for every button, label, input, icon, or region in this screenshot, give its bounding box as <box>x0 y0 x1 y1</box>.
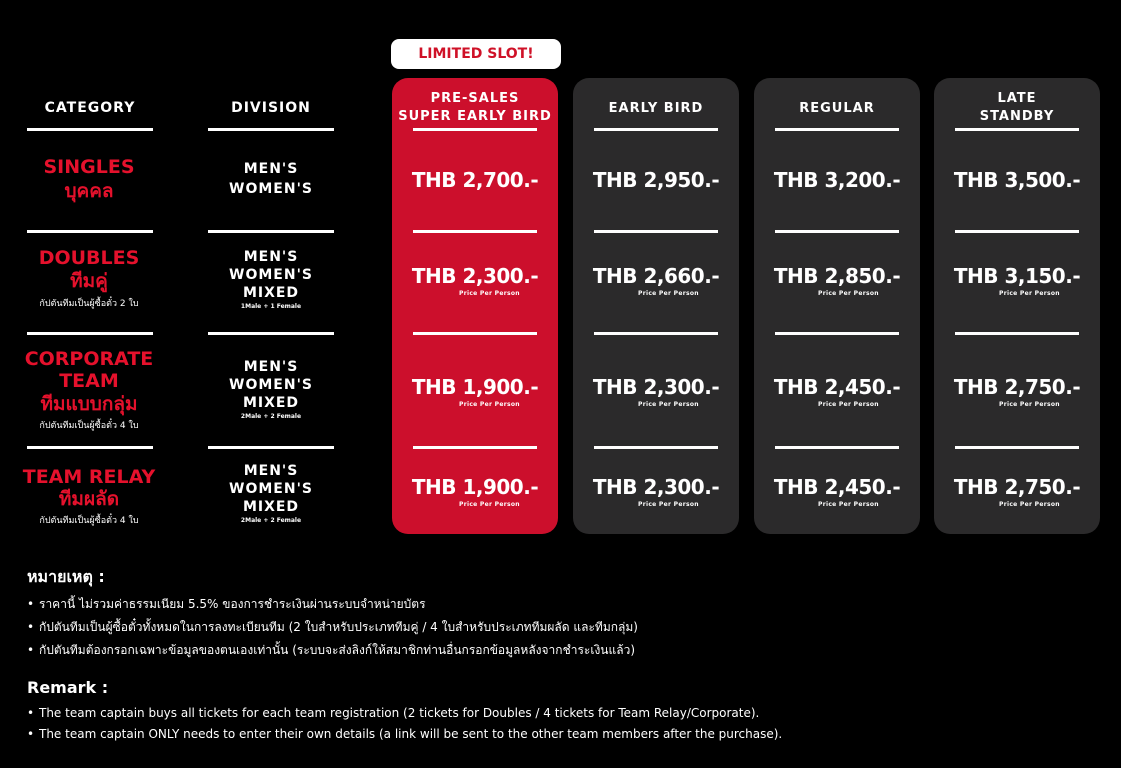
bullet-icon: • <box>27 620 35 634</box>
division-note: 2Male + 2 Female <box>240 413 302 420</box>
divider <box>594 332 718 335</box>
price: THB 3,200.- <box>773 168 901 192</box>
divider <box>775 446 899 449</box>
price: THB 1,900.- <box>411 375 539 399</box>
price: THB 2,450.- <box>773 475 901 499</box>
tier-header-line1: LATE <box>997 91 1037 106</box>
remark-item <box>27 706 759 720</box>
price: THB 3,150.- <box>953 264 1081 288</box>
division-header: DIVISION <box>231 100 311 116</box>
divider <box>955 446 1079 449</box>
bullet-icon: • <box>27 597 35 611</box>
bullet-icon: • <box>27 706 35 720</box>
divider <box>413 230 537 233</box>
thai-note-item <box>27 618 638 637</box>
tier-column-early-bird <box>573 78 739 534</box>
note-text: กัปตันทีมต้องกรอกเฉพาะข้อมูลของตนเองเท่านั้น (ระบบจะส่งลิงก์ให้สมาชิกท่านอื่นกรอกข้อมูลหลังจากชำระเงินแล้ว) <box>39 643 636 657</box>
price-per-person-label: Price Per Person <box>459 401 520 408</box>
category-note: กัปตันทีมเป็นผู้ซื้อตั๋ว 4 ใบ <box>39 516 139 526</box>
price: THB 2,750.- <box>953 375 1081 399</box>
divider <box>955 332 1079 335</box>
note-text: ราคานี้ ไม่รวมค่าธรรมเนียม 5.5% ของการชำระเงินผ่านระบบจำหน่ายบัตร <box>39 597 426 611</box>
category-doubles-th: ทีมคู่ <box>70 270 108 292</box>
division-line: MEN'S <box>243 249 299 265</box>
price-per-person-label: Price Per Person <box>818 501 879 508</box>
division-line: MIXED <box>242 499 300 515</box>
remark-item <box>27 727 782 741</box>
category-singles-th: บุคคล <box>64 180 114 202</box>
divider <box>208 446 334 449</box>
divider <box>775 332 899 335</box>
price-per-person-label: Price Per Person <box>638 290 699 297</box>
category-corporate-en: CORPORATE <box>24 348 154 370</box>
price: THB 2,750.- <box>953 475 1081 499</box>
price-per-person-label: Price Per Person <box>999 290 1060 297</box>
tier-column-late-standby <box>934 78 1100 534</box>
divider <box>27 230 153 233</box>
category-note: กัปตันทีมเป็นผู้ซื้อตั๋ว 2 ใบ <box>39 299 139 309</box>
price: THB 2,450.- <box>773 375 901 399</box>
category-relay-en: TEAM RELAY <box>22 466 156 488</box>
bullet-icon: • <box>27 643 35 657</box>
price: THB 2,950.- <box>592 168 720 192</box>
division-line: WOMEN'S <box>229 377 313 393</box>
category-doubles-en: DOUBLES <box>38 247 140 269</box>
divider <box>413 128 537 131</box>
price: THB 2,300.- <box>592 375 720 399</box>
tier-header-line1: PRE-SALES <box>430 91 520 106</box>
price-per-person-label: Price Per Person <box>999 401 1060 408</box>
remark-title: Remark : <box>27 678 109 697</box>
tier-header-line1: EARLY BIRD <box>608 101 704 116</box>
price-per-person-label: Price Per Person <box>999 501 1060 508</box>
category-singles-en: SINGLES <box>43 156 135 178</box>
thai-note-item <box>27 595 426 614</box>
price-per-person-label: Price Per Person <box>459 290 520 297</box>
category-corporate-th: ทีมแบบกลุ่ม <box>40 393 138 415</box>
divider <box>27 446 153 449</box>
divider <box>955 128 1079 131</box>
divider <box>594 128 718 131</box>
divider <box>775 230 899 233</box>
tier-header-line2: STANDBY <box>979 109 1055 124</box>
divider <box>413 446 537 449</box>
divider <box>27 332 153 335</box>
division-note: 2Male + 2 Female <box>240 517 302 524</box>
remark-text: The team captain buys all tickets for each team registration (2 tickets for Doubles / 4 tickets for Team Relay/Corporate). <box>39 706 760 720</box>
division-line: MIXED <box>242 285 300 301</box>
category-relay-th: ทีมผลัด <box>58 488 120 510</box>
category-corporate-en2: TEAM <box>59 370 119 392</box>
division-line: MEN'S <box>243 463 299 479</box>
division-line: WOMEN'S <box>229 481 313 497</box>
division-line: WOMEN'S <box>229 181 313 197</box>
price-per-person-label: Price Per Person <box>459 501 520 508</box>
price: THB 3,500.- <box>953 168 1081 192</box>
price: THB 2,300.- <box>411 264 539 288</box>
tier-column-presales <box>392 78 558 534</box>
price: THB 2,660.- <box>592 264 720 288</box>
divider <box>594 446 718 449</box>
price-per-person-label: Price Per Person <box>818 401 879 408</box>
thai-note-item <box>27 641 635 660</box>
divider <box>27 128 153 131</box>
thai-notes-title: หมายเหตุ : <box>27 567 105 586</box>
category-header: CATEGORY <box>44 100 136 116</box>
remark-text: The team captain ONLY needs to enter their own details (a link will be sent to the other team members after the purchase). <box>39 727 783 741</box>
price-per-person-label: Price Per Person <box>638 401 699 408</box>
price-per-person-label: Price Per Person <box>638 501 699 508</box>
price: THB 2,300.- <box>592 475 720 499</box>
tier-header-line2: SUPER EARLY BIRD <box>398 109 552 124</box>
limited-slot-badge: LIMITED SLOT! <box>391 39 561 69</box>
category-note: กัปตันทีมเป็นผู้ซื้อตั๋ว 4 ใบ <box>39 421 139 431</box>
divider <box>208 230 334 233</box>
price-per-person-label: Price Per Person <box>818 290 879 297</box>
divider <box>594 230 718 233</box>
divider <box>955 230 1079 233</box>
division-line: MIXED <box>242 395 300 411</box>
division-line: WOMEN'S <box>229 267 313 283</box>
division-line: MEN'S <box>243 359 299 375</box>
divider <box>208 128 334 131</box>
bullet-icon: • <box>27 727 35 741</box>
note-text: กัปตันทีมเป็นผู้ซื้อตั๋วทั้งหมดในการลงทะเบียนทีม (2 ใบสำหรับประเภททีมคู่ / 4 ใบสำหรับประเภททีมผลัด และทีมกลุ่ม) <box>39 620 638 634</box>
division-line: MEN'S <box>243 161 299 177</box>
price: THB 2,700.- <box>411 168 539 192</box>
price: THB 2,850.- <box>773 264 901 288</box>
tier-header-line1: REGULAR <box>799 101 875 116</box>
divider <box>775 128 899 131</box>
division-note: 1Male + 1 Female <box>240 303 302 310</box>
tier-column-regular <box>754 78 920 534</box>
divider <box>208 332 334 335</box>
price: THB 1,900.- <box>411 475 539 499</box>
divider <box>413 332 537 335</box>
